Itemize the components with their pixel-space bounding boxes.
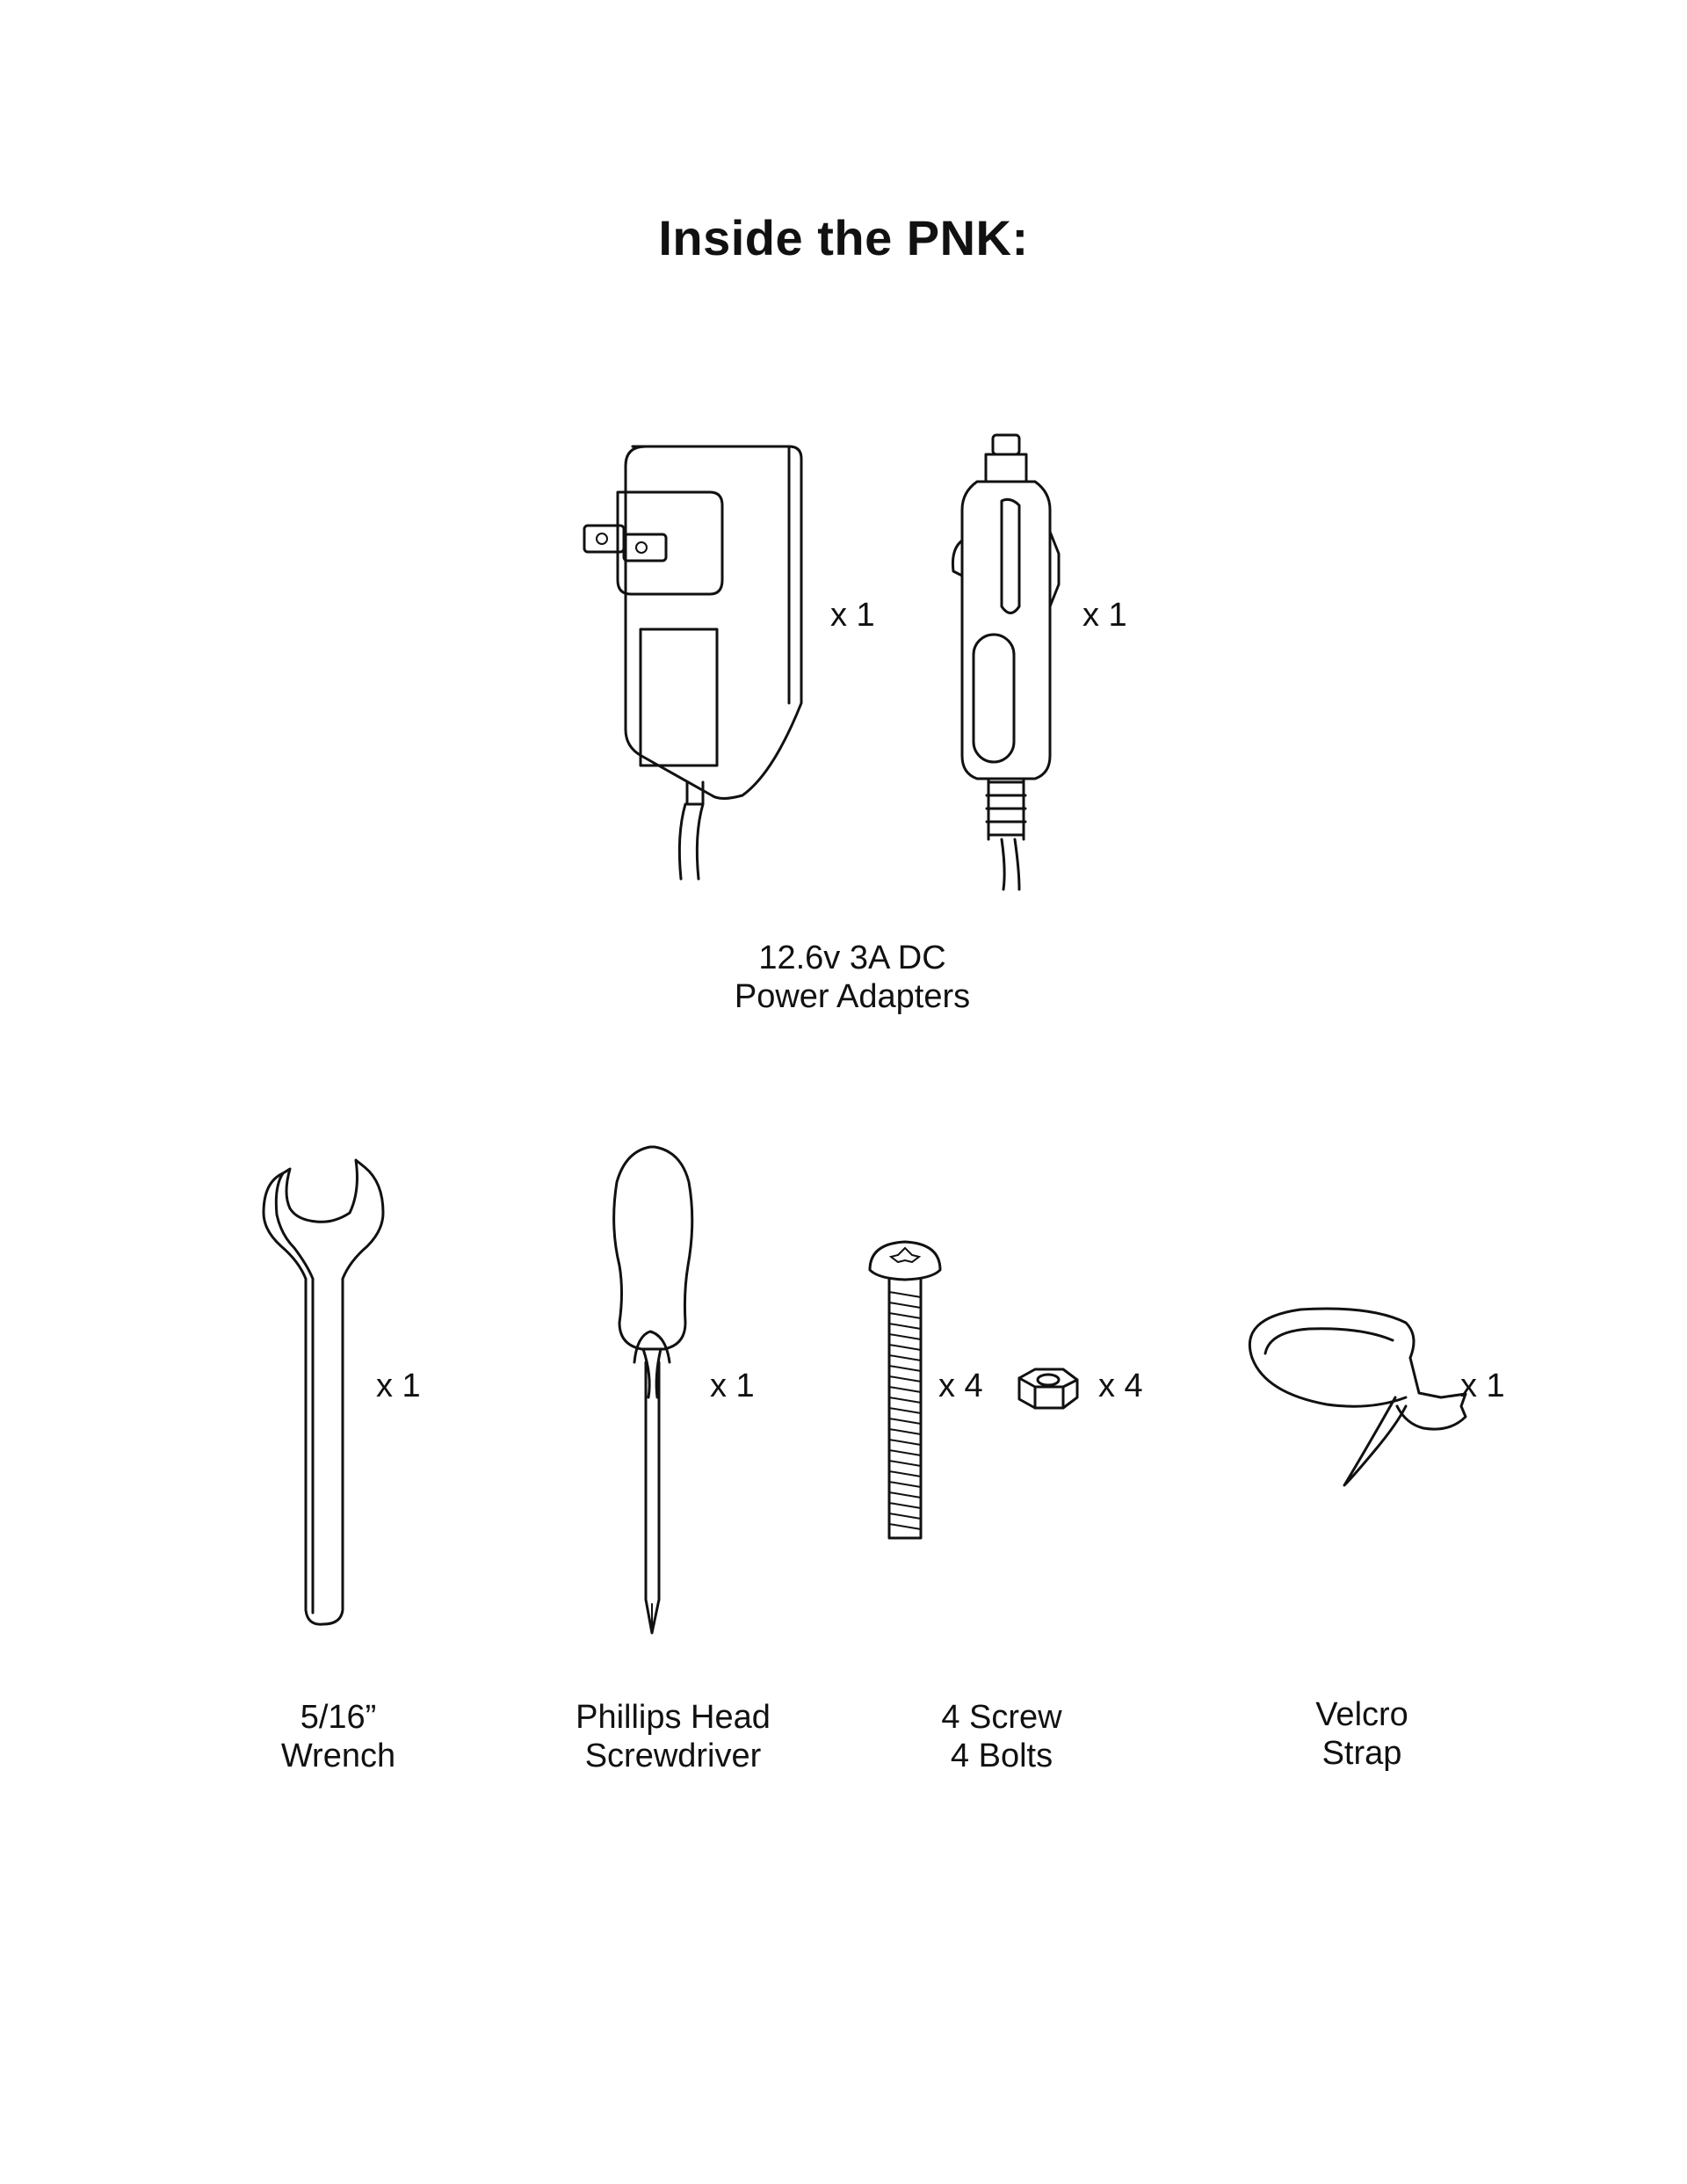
screwdriver-caption	[541, 1698, 805, 1775]
velcro-strap-caption-line1: Velcro	[1315, 1696, 1408, 1733]
screwdriver-caption-line1: Phillips Head	[576, 1699, 771, 1736]
car-adapter-quantity: x 1	[1082, 597, 1127, 634]
screw-bolt-caption	[870, 1698, 1133, 1775]
screw-bolt-caption-line2: 4 Bolts	[950, 1738, 1053, 1774]
power-adapters-caption-line2: Power Adapters	[734, 978, 971, 1015]
car-adapter-icon	[952, 435, 1059, 889]
wrench-caption	[206, 1698, 470, 1775]
screwdriver-icon	[614, 1147, 692, 1633]
velcro-strap-caption-line2: Strap	[1321, 1735, 1402, 1772]
screw-quantity: x 4	[938, 1368, 983, 1404]
wall-adapter-quantity: x 1	[830, 597, 875, 634]
nut-quantity: x 4	[1098, 1368, 1143, 1404]
velcro-strap-caption	[1230, 1695, 1494, 1773]
screw-icon	[870, 1242, 940, 1538]
screwdriver-quantity: x 1	[710, 1368, 755, 1404]
power-adapters-caption-line1: 12.6v 3A DC	[758, 940, 946, 976]
screw-bolt-caption-line1: 4 Screw	[941, 1699, 1062, 1736]
velcro-strap-quantity: x 1	[1460, 1368, 1505, 1404]
velcro-strap-icon	[1249, 1309, 1466, 1485]
screwdriver-caption-line2: Screwdriver	[584, 1738, 762, 1774]
wall-adapter-icon	[584, 446, 801, 879]
nut-icon	[1019, 1369, 1077, 1408]
wrench-caption-line1: 5/16”	[300, 1699, 377, 1736]
page-title: Inside the PNK:	[658, 210, 1029, 265]
wrench-icon	[264, 1160, 383, 1624]
wrench-quantity: x 1	[376, 1368, 421, 1404]
power-adapters-caption	[668, 939, 1037, 1016]
wrench-caption-line2: Wrench	[280, 1738, 396, 1774]
